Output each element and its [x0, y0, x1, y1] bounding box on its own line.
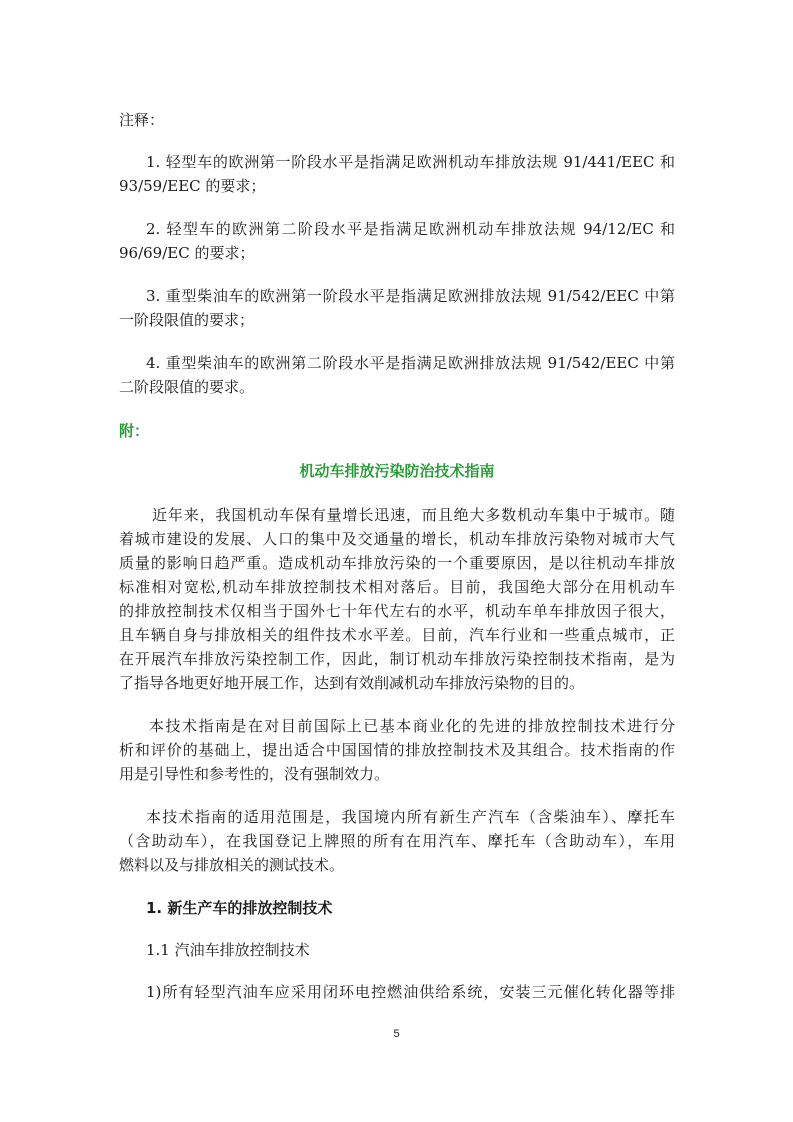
para1-line-3: 质量的影响日趋严重。造成机动车排放污染的一个重要原因，是以往机动车排放: [119, 554, 675, 572]
para1-line-7: 在开展汽车排放污染控制工作，因此，制订机动车排放污染控制技术指南，是为: [119, 650, 675, 668]
para1-line-8: 了指导各地更好地开展工作，达到有效削减机动车排放污染物的目的。: [119, 674, 585, 692]
para2-line-2: 析和评价的基础上，提出适合中国国情的排放控制技术及其组合。技术指南的作: [119, 741, 675, 759]
section-1-1-heading: 1.1 汽油车排放控制技术: [146, 941, 310, 959]
note-1-line-1: 1. 轻型车的欧洲第一阶段水平是指满足欧洲机动车排放法规 91/441/EEC 和: [146, 153, 675, 171]
note-1-line-2: 93/59/EEC 的要求；: [119, 177, 266, 195]
para1-line-2: 着城市建设的发展、人口的集中及交通量的增长，机动车排放污染物对城市大气: [119, 530, 675, 548]
note-3-line-2: 一阶段限值的要求；: [119, 311, 255, 329]
section-1-heading: 1. 新生产车的排放控制技术: [146, 899, 333, 917]
notes-heading: 注释：: [119, 111, 165, 129]
item-1-line-1: 1)所有轻型汽油车应采用闭环电控燃油供给系统，安装三元催化转化器等排: [146, 983, 675, 1001]
page-number: 5: [393, 1028, 400, 1040]
note-4-line-1: 4. 重型柴油车的欧洲第二阶段水平是指满足欧洲排放法规 91/542/EEC 中第: [146, 354, 675, 372]
para3-line-1: 本技术指南的适用范围是，我国境内所有新生产汽车（含柴油车）、摩托车: [146, 808, 675, 826]
para1-line-4: 标准相对宽松,机动车排放控制技术相对落后。目前，我国绝大部分在用机动车: [119, 578, 675, 596]
note-3-line-1: 3. 重型柴油车的欧洲第一阶段水平是指满足欧洲排放法规 91/542/EEC 中第: [146, 287, 675, 305]
appendix-label: 附：: [119, 422, 150, 440]
para3-line-2: （含助动车），在我国登记上牌照的所有在用汽车、摩托车（含助动车），车用: [119, 832, 675, 850]
para3-line-3: 燃料以及与排放相关的测试技术。: [119, 856, 345, 874]
note-2-line-2: 96/69/EC 的要求；: [119, 244, 255, 262]
para1-line-5: 的排放控制技术仅相当于国外七十年代左右的水平，机动车单车排放因子很大，: [119, 602, 675, 620]
para1-line-1: 近年来，我国机动车保有量增长迅速，而且绝大多数机动车集中于城市。随: [152, 506, 675, 524]
note-2-line-1: 2. 轻型车的欧洲第二阶段水平是指满足欧洲机动车排放法规 94/12/EC 和: [146, 220, 675, 238]
para2-line-3: 用是引导性和参考性的，没有强制效力。: [119, 765, 390, 783]
note-4-line-2: 二阶段限值的要求。: [119, 378, 255, 396]
para1-line-6: 且车辆自身与排放相关的组件技术水平差。目前，汽车行业和一些重点城市，正: [119, 626, 675, 644]
guide-title: 机动车排放污染防治技术指南: [299, 462, 495, 480]
para2-line-1: 本技术指南是在对目前国际上已基本商业化的先进的排放控制技术进行分: [149, 717, 675, 735]
